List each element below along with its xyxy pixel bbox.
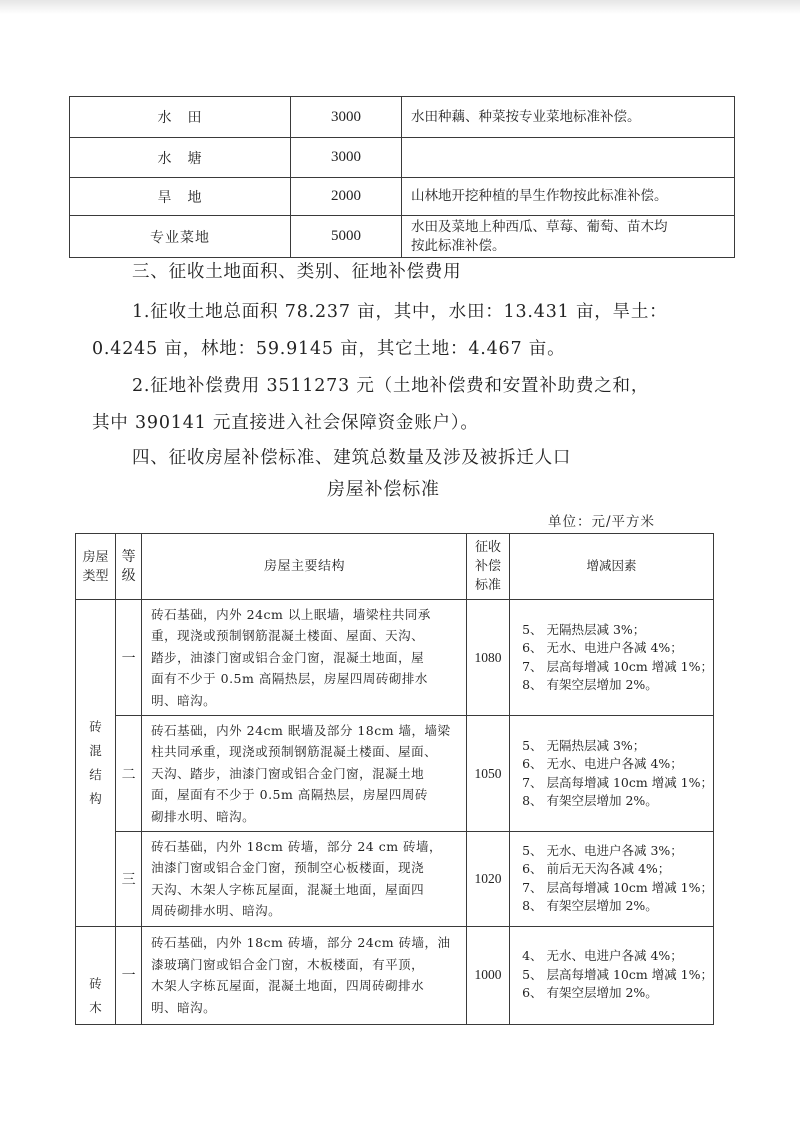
structure-line: 砖石基础，内外 24cm 以上眠墙，墙梁柱共同承 [151, 607, 431, 622]
structure-line: 砖石基础，内外 18cm 砖墙，部分 24cm 砖墙，油 [151, 935, 451, 951]
structure-cell [142, 926, 467, 1024]
grade-cell: 一 [116, 600, 142, 716]
compensation-fee-paragraph-line-2: 其中 390141 元直接进入社会保障资金账户）。 [92, 413, 479, 433]
header-text: 房屋 [82, 549, 109, 565]
header-text: 类型 [82, 568, 109, 584]
grade-cell: 三 [116, 832, 142, 927]
factor-line: 5、 无隔热层减 3%； [522, 737, 646, 753]
grade-cell: 一 [116, 926, 142, 1024]
land-standard-cell: 5000 [291, 216, 402, 258]
land-note-cell [402, 97, 735, 138]
land-type-cell: 专业菜地 [70, 216, 291, 258]
header-house-type [76, 534, 116, 600]
header-text: 等 [121, 548, 136, 565]
factor-line: 6、 前后无天沟各减 4%； [522, 861, 671, 877]
scan-edge-shadow [0, 0, 800, 14]
land-standard-cell: 3000 [291, 138, 402, 178]
factor-line: 8、 有架空层增加 2%。 [522, 677, 658, 693]
structure-line: 砌排水明、暗沟。 [151, 808, 256, 824]
header-text: 级 [121, 567, 136, 584]
table-row [76, 716, 714, 832]
table-row [76, 926, 714, 1024]
structure-line: 天沟、踏步，油漆门窗或铝合金门窗，混凝土地 [151, 765, 425, 781]
grade-cell: 二 [116, 716, 142, 832]
structure-cell [142, 716, 467, 832]
factor-line: 6、 无水、电进户各减 4%； [522, 756, 683, 772]
structure-line: 油漆门窗或铝合金门窗，预制空心板楼面，现浇 [151, 860, 425, 876]
factor-line: 7、 层高每增减 10cm 增减 1%； [522, 774, 713, 790]
header-text: 补偿 [474, 559, 501, 574]
standard-cell: 1020 [466, 832, 509, 927]
house-type-text [89, 715, 102, 811]
note-line: 水田种藕、种菜按专业菜地标准补偿。 [411, 108, 641, 125]
table-row [70, 138, 735, 178]
factor-line: 5、 无隔热层减 3%； [522, 621, 646, 637]
header-grade [116, 534, 142, 600]
house-compensation-table [75, 533, 714, 1025]
table-row [70, 97, 735, 138]
land-area-paragraph-line-1: 1.征收土地总面积 78.237 亩，其中，水田：13.431 亩，旱土： [132, 302, 668, 322]
table-row [76, 600, 714, 716]
structure-cell [142, 600, 467, 716]
structure-line: 明、暗沟。 [151, 999, 217, 1015]
structure-line: 重，现浇或预制钢筋混凝土楼面、屋面、天沟、 [151, 628, 425, 644]
structure-line: 柱共同承重，现浇或预制钢筋混凝土楼面、屋面、 [151, 744, 438, 760]
land-note-cell [402, 138, 735, 178]
land-type-cell: 旱 地 [70, 178, 291, 216]
land-compensation-table [69, 96, 735, 258]
structure-line: 面有不少于 0.5m 高隔热层，房屋四周砖砌排水 [151, 671, 428, 687]
factors-cell [510, 600, 714, 716]
section-3-heading: 三、征收土地面积、类别、征地补偿费用 [132, 262, 462, 282]
factor-line: 8、 有架空层增加 2%。 [522, 898, 658, 914]
type-char: 木 [89, 999, 102, 1015]
factor-line: 6、 有架空层增加 2%。 [522, 985, 658, 1001]
land-type-cell: 水 塘 [70, 138, 291, 178]
standard-cell: 1080 [466, 600, 509, 716]
type-char: 混 [89, 742, 102, 758]
factor-line: 8、 有架空层增加 2%。 [522, 793, 658, 809]
factor-line: 5、 层高每增减 10cm 增减 1%； [522, 966, 713, 982]
type-char: 结 [89, 766, 102, 782]
factors-cell [510, 926, 714, 1024]
factors-cell [510, 716, 714, 832]
structure-line: 周砖砌排水明、暗沟。 [151, 903, 282, 919]
structure-line: 天沟、木架人字栋瓦屋面，混凝土地面，屋面四 [151, 881, 425, 897]
section-4-heading: 四、征收房屋补偿标准、建筑总数量及涉及被拆迁人口 [132, 448, 572, 468]
structure-line: 明、暗沟。 [151, 692, 217, 708]
house-type-text [89, 972, 102, 1020]
table-row [70, 178, 735, 216]
structure-cell [142, 832, 467, 927]
factor-line: 7、 层高每增减 10cm 增减 1%； [522, 879, 713, 895]
structure-line: 砖石基础，内外 18cm 砖墙，部分 24 cm 砖墙， [151, 839, 443, 855]
factor-line: 6、 无水、电进户各减 4%； [522, 640, 683, 656]
land-type-cell: 水 田 [70, 97, 291, 138]
table-row [70, 216, 735, 258]
factor-line: 5、 无水、电进户各减 3%； [522, 842, 683, 858]
land-standard-cell: 2000 [291, 178, 402, 216]
factor-line: 7、 层高每增减 10cm 增减 1%； [522, 658, 713, 674]
compensation-fee-paragraph-line-1: 2.征地补偿费用 3511273 元（土地补偿费和安置补助费之和， [132, 376, 650, 396]
structure-line: 踏步，油漆门窗或铝合金门窗，混凝土地面，屋 [151, 649, 425, 665]
header-text: 征收 [474, 540, 501, 555]
house-type-cell [76, 600, 116, 927]
note-line: 水田及菜地上种西瓜、草莓、葡萄、苗木均 [411, 218, 668, 235]
structure-line: 木架人字栋瓦屋面，混凝土地面，四周砖砌排水 [151, 978, 425, 994]
header-factors: 增减因素 [510, 534, 714, 600]
note-line: 山林地开挖种植的旱生作物按此标准补偿。 [411, 188, 668, 204]
type-char: 构 [89, 790, 102, 806]
factor-line: 4、 无水、电进户各减 4%； [522, 948, 683, 964]
header-standard [466, 534, 509, 600]
land-note-cell [402, 178, 735, 216]
structure-line: 漆玻璃门窗或铝合金门窗，木板楼面，有平顶， [151, 956, 425, 972]
land-standard-cell: 3000 [291, 97, 402, 138]
table-header-row [76, 534, 714, 600]
house-table-title: 房屋补偿标准 [327, 479, 440, 500]
structure-line: 面，屋面有不少于 0.5m 高隔热层，房屋四周砖 [151, 787, 428, 803]
structure-line: 砖石基础，内外 24cm 眠墙及部分 18cm 墙，墙梁 [151, 723, 451, 739]
house-type-cell [76, 926, 116, 1024]
header-structure: 房屋主要结构 [142, 534, 467, 600]
standard-cell: 1050 [466, 716, 509, 832]
note-line: 按此标准补偿。 [411, 237, 506, 254]
type-char: 砖 [89, 718, 102, 734]
land-area-paragraph-line-2: 0.4245 亩，林地：59.9145 亩，其它土地：4.467 亩。 [92, 339, 566, 359]
type-char: 砖 [89, 975, 102, 991]
unit-label: 单位：元/平方米 [548, 514, 656, 530]
standard-cell: 1000 [466, 926, 509, 1024]
table-row [76, 832, 714, 927]
land-note-cell [402, 216, 735, 258]
factors-cell [510, 832, 714, 927]
header-text: 标准 [474, 578, 501, 593]
